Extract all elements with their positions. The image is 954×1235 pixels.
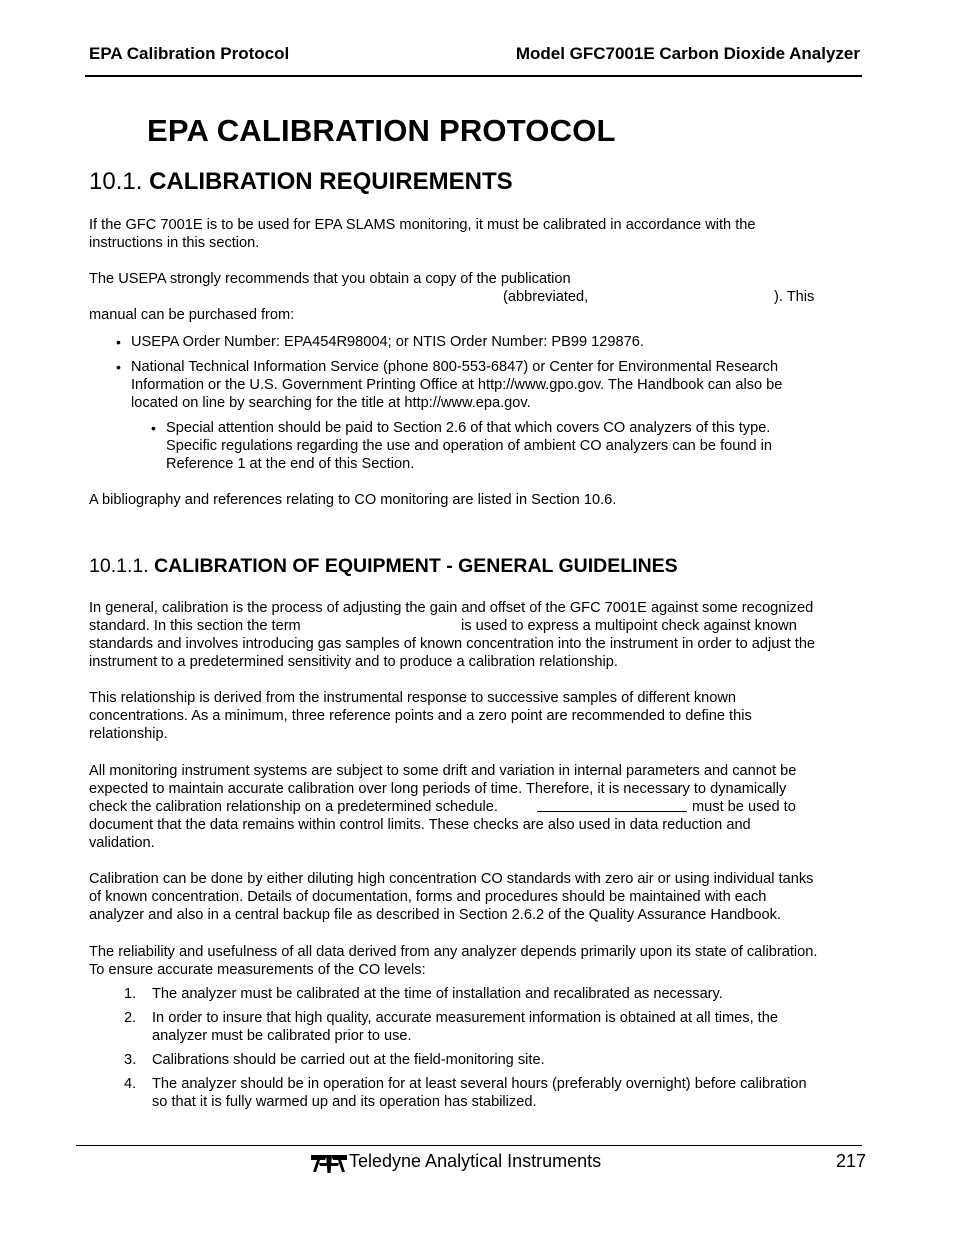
sub-bullet-icon: •	[151, 420, 156, 436]
sub-bullet-line: Specific regulations regarding the use and operation of ambient CO analyzers can be found in	[166, 438, 773, 454]
paragraph-line: document that the data remains within control limits. These checks are also used in data reduction and	[89, 817, 751, 833]
paragraph-fragment: check the calibration relationship on a predetermined schedule.	[89, 799, 498, 815]
paragraph-line: standards and involves introducing gas samples of known concentration into the instrument in order to adjust the	[89, 636, 816, 652]
paragraph-line: Calibration can be done by either diluting high concentration CO standards with zero air or using individual tanks	[89, 871, 814, 887]
header-rule	[85, 75, 862, 77]
paragraph-fragment: ). This	[774, 289, 815, 305]
paragraph-line: validation.	[89, 835, 155, 851]
paragraph-line: manual can be purchased from:	[89, 307, 295, 323]
paragraph-line: This relationship is derived from the instrumental response to successive samples of different known	[89, 690, 737, 706]
list-item-line: so that it is fully warmed up and its operation has stabilized.	[152, 1094, 537, 1110]
bullet-item: National Technical Information Service (phone 800-553-6847) or Center for Environmental Research	[131, 359, 779, 375]
paragraph-line: In general, calibration is the process of adjusting the gain and offset of the GFC 7001E against some recognized	[89, 600, 814, 616]
list-number: 1.	[124, 986, 137, 1002]
list-item: The analyzer must be calibrated at the time of installation and recalibrated as necessary.	[152, 986, 723, 1002]
sub-bullet-line: Reference 1 at the end of this Section.	[166, 456, 415, 472]
list-item: Calibrations should be carried out at the field-monitoring site.	[152, 1052, 545, 1068]
footer-company: Teledyne Analytical Instruments	[349, 1151, 602, 1171]
list-number: 4.	[124, 1076, 137, 1092]
sub-bullet-item: Special attention should be paid to Section 2.6 of that which covers CO analyzers of this type.	[166, 420, 771, 436]
blank-underline	[537, 797, 687, 812]
paragraph-line: expected to maintain accurate calibration over long periods of time. Therefore, it is necessary to dynamically	[89, 781, 787, 797]
paragraph-line: instructions in this section.	[89, 235, 260, 251]
paragraph-fragment: standard. In this section the term	[89, 618, 301, 634]
running-header-right: Model GFC7001E Carbon Dioxide Analyzer	[515, 44, 860, 63]
paragraph-line: All monitoring instrument systems are subject to some drift and variation in internal parameters and cannot be	[89, 763, 797, 779]
list-item: The analyzer should be in operation for at least several hours (preferably overnight) before calibration	[152, 1076, 807, 1092]
paragraph-line: The reliability and usefulness of all data derived from any analyzer depends primarily upon its state of calibration.	[89, 944, 818, 960]
paragraph-line: A bibliography and references relating to CO monitoring are listed in Section 10.6.	[89, 492, 617, 508]
paragraph-line: If the GFC 7001E is to be used for EPA SLAMS monitoring, it must be calibrated in accordance with the	[89, 217, 756, 233]
paragraph-fragment: (abbreviated,	[503, 289, 589, 305]
list-item-line: analyzer must be calibrated prior to use.	[152, 1028, 412, 1044]
bullet-item: USEPA Order Number: EPA454R98004; or NTIS Order Number: PB99 129876.	[131, 334, 644, 350]
paragraph-line: of known concentration. Details of documentation, forms and procedures should be maintained with each	[89, 889, 767, 905]
subsection-heading	[89, 555, 678, 578]
bullet-item-line: located on line by searching for the title at http://www.epa.gov.	[131, 395, 531, 411]
bullet-icon: •	[116, 359, 121, 375]
running-header-left: EPA Calibration Protocol	[89, 44, 290, 63]
paragraph-line: To ensure accurate measurements of the CO levels:	[89, 962, 426, 978]
bullet-item-line: Information or the U.S. Government Printing Office at http://www.gpo.gov. The Handbook can also be	[131, 377, 783, 393]
list-number: 3.	[124, 1052, 137, 1068]
bullet-icon: •	[116, 334, 121, 350]
paragraph-line: analyzer and also in a central backup file as described in Section 2.6.2 of the Quality Assurance Handbook.	[89, 907, 781, 923]
paragraph-line: concentrations. As a minimum, three reference points and a zero point are recommended to define this	[89, 708, 752, 724]
paragraph-line: instrument to a predetermined sensitivity and to produce a calibration relationship.	[89, 654, 618, 670]
footer-rule	[76, 1145, 862, 1146]
subsection-title: CALIBRATION OF EQUIPMENT - GENERAL GUIDELINES	[154, 555, 678, 577]
page-number: 217	[835, 1151, 866, 1171]
section-title: CALIBRATION REQUIREMENTS	[149, 168, 513, 195]
section-heading	[89, 168, 513, 196]
list-number: 2.	[124, 1010, 137, 1026]
paragraph-line: The USEPA strongly recommends that you obtain a copy of the publication	[89, 271, 571, 287]
paragraph-fragment: is used to express a multipoint check against known	[461, 618, 797, 634]
teledyne-logo-icon	[311, 1152, 347, 1174]
subsection-number: 10.1.1.	[89, 555, 149, 577]
chapter-title: EPA CALIBRATION PROTOCOL	[147, 113, 616, 148]
paragraph-fragment: must be used to	[692, 799, 796, 815]
paragraph-line: relationship.	[89, 726, 168, 742]
section-number: 10.1.	[89, 168, 143, 195]
list-item: In order to insure that high quality, accurate measurement information is obtained at all times, the	[152, 1010, 778, 1026]
